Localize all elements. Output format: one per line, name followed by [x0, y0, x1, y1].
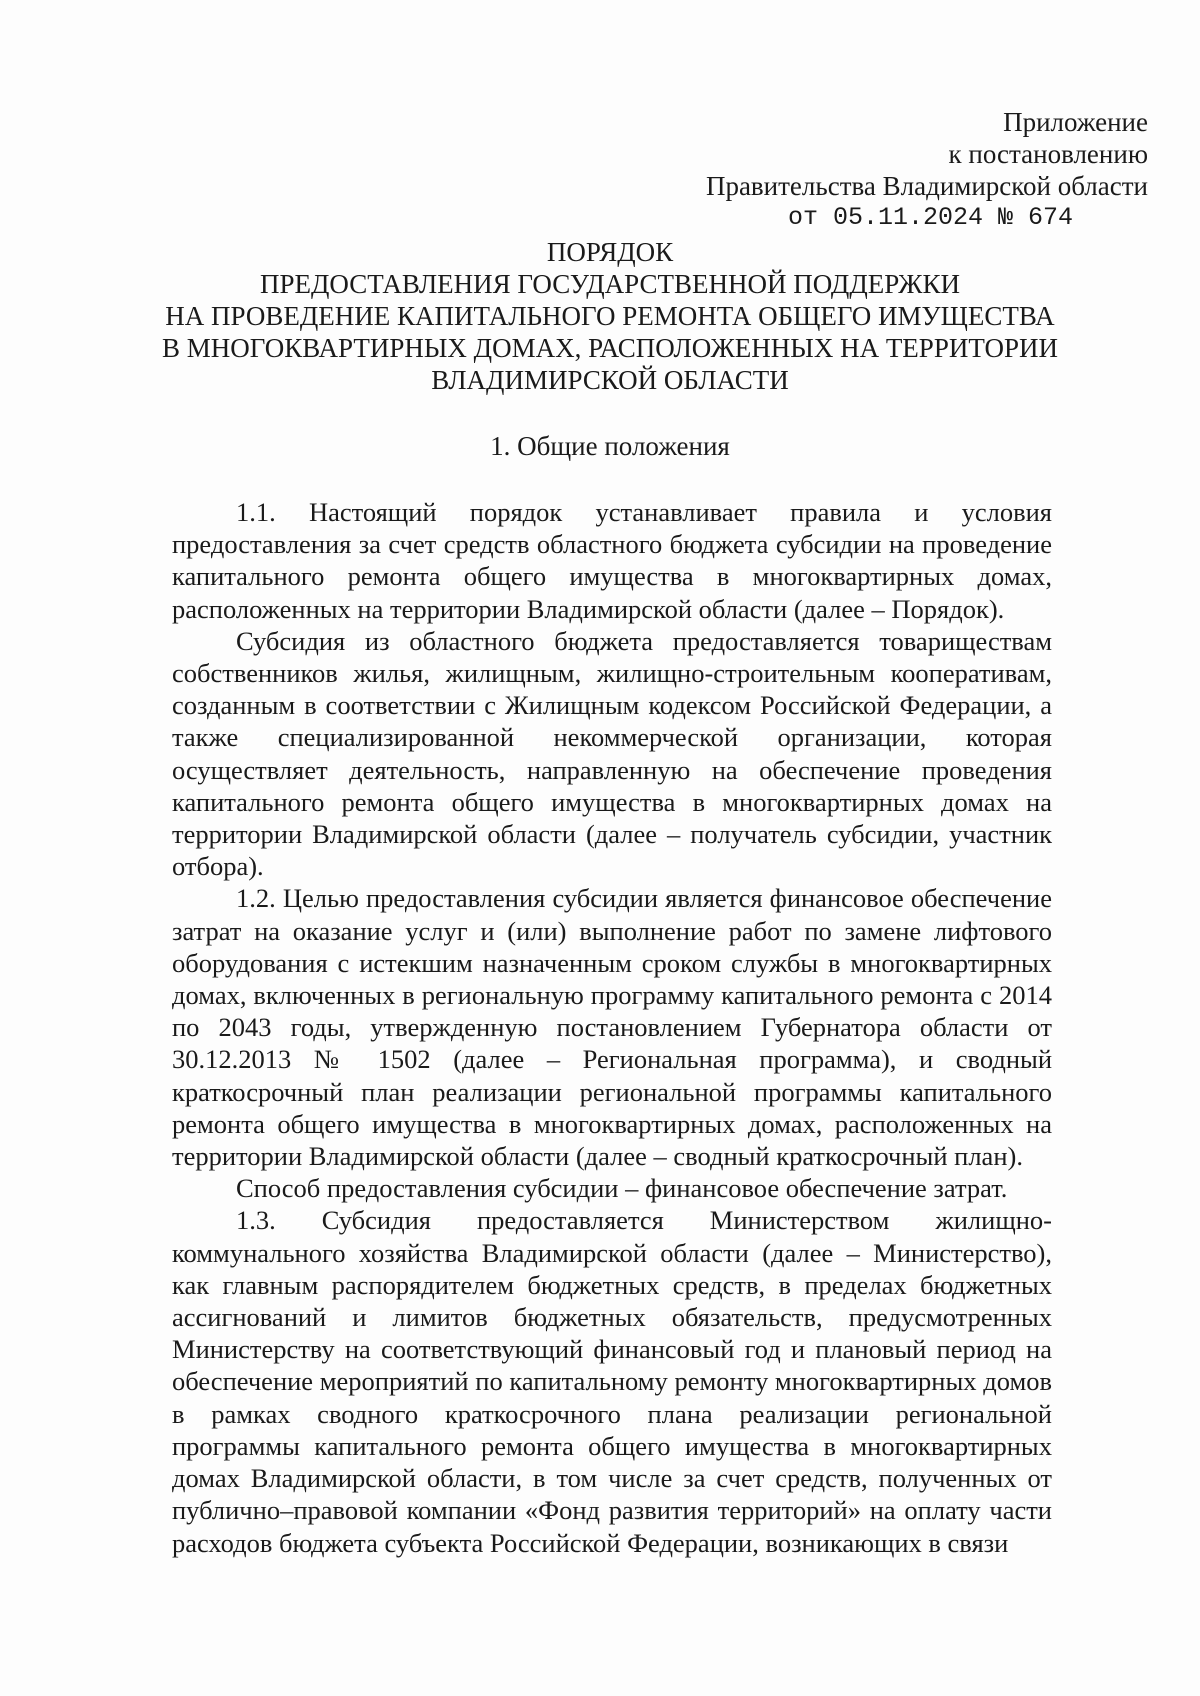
document-title	[150, 236, 1070, 396]
appendix-label: Приложение	[1003, 107, 1148, 137]
paragraph: 1.2. Целью предоставления субсидии является финансовое обеспечение затрат на оказание услуг и (или) выполнение работ по замене лифтового оборудования с истекшим назначенным сроком службы в многоквартирных домах, включенных в региональную программу капитального ремонта с 2014 по 2043 годы, утвержденную постановлением Губернатора области от 30.12.2013 № 1502 (далее – Региональная программа), и сводный краткосрочный план реализации региональной программы капитального ремонта общего имущества в многоквартирных домах, расположенных на территории Владимирской области (далее – сводный краткосрочный план).	[172, 883, 1052, 1172]
title-line: ПОРЯДОК	[546, 237, 674, 267]
title-line: НА ПРОВЕДЕНИЕ КАПИТАЛЬНОГО РЕМОНТА ОБЩЕГО ИМУЩЕСТВА	[165, 301, 1055, 331]
paragraph: 1.3. Субсидия предоставляется Министерством жилищно-коммунального хозяйства Владимирской области (далее – Министерство), как главным распорядителем бюджетных средств, в пределах бюджетных ассигнований и лимитов бюджетных обязательств, предусмотренных Министерству на соответствующий финансовый год и плановый период на обеспечение мероприятий по капитальному ремонту многоквартирных домов в рамках сводного краткосрочного плана реализации региональной программы капитального ремонта общего имущества в многоквартирных домах Владимирской области, в том числе за счет средств, полученных от публично–правовой компании «Фонд развития территорий» на оплату части расходов бюджета субъекта Российской Федерации, возникающих в связи	[172, 1205, 1052, 1558]
title-line: ПРЕДОСТАВЛЕНИЯ ГОСУДАРСТВЕННОЙ ПОДДЕРЖКИ	[259, 269, 960, 299]
title-line: ВЛАДИМИРСКОЙ ОБЛАСТИ	[431, 365, 789, 395]
document-body	[172, 496, 1052, 1559]
paragraph: Субсидия из областного бюджета предоставляется товариществам собственников жилья, жилищным, жилищно-строительным кооперативам, созданным в соответствии с Жилищным кодексом Российской Федерации, а также специализированной некоммерческой организации, которая осуществляет деятельность, направленную на обеспечение проведения капитального ремонта общего имущества в многоквартирных домах на территории Владимирской области (далее – получатель субсидии, участник отбора).	[172, 625, 1052, 882]
appendix-authority: Правительства Владимирской области	[705, 171, 1148, 201]
paragraph: Способ предоставления субсидии – финансовое обеспечение затрат.	[236, 1173, 1008, 1204]
appendix-reference: к постановлению	[948, 139, 1148, 169]
paragraph: 1.1. Настоящий порядок устанавливает правила и условия предоставления за счет средств областного бюджета субсидии на проведение капитального ремонта общего имущества в многоквартирных домах, расположенных на территории Владимирской области (далее – Порядок).	[172, 497, 1052, 624]
appendix-header	[600, 106, 1148, 234]
title-line: В МНОГОКВАРТИРНЫХ ДОМАХ, РАСПОЛОЖЕННЫХ НА ТЕРРИТОРИИ	[162, 333, 1058, 363]
appendix-date-number: от 05.11.2024 № 674	[788, 203, 1074, 232]
section-heading: 1. Общие положения	[490, 431, 730, 461]
